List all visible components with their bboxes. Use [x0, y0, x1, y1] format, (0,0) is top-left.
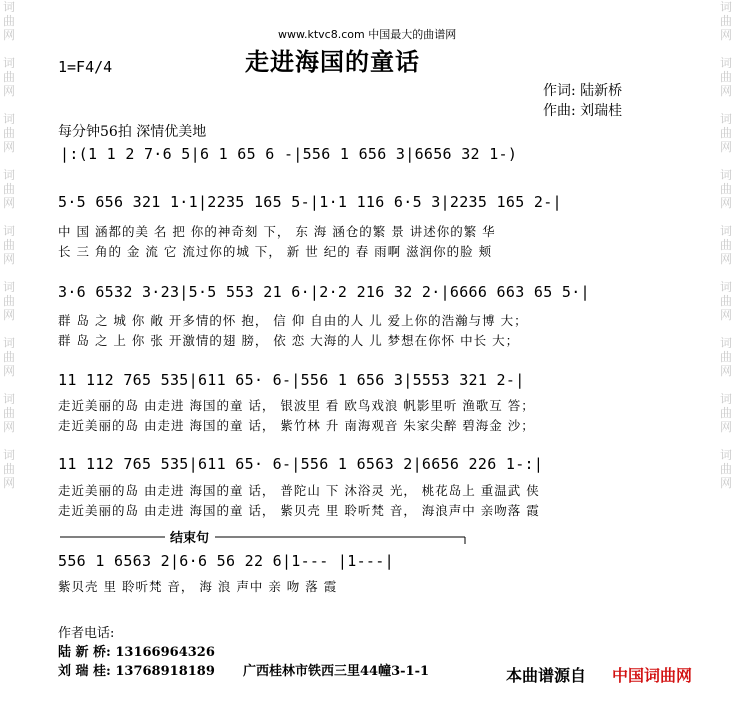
author-address: 广西桂林市铁西三里44幢3-1-1	[243, 664, 430, 679]
key-signature: 1=F4/4	[58, 58, 113, 76]
contact-lu: 陆 新 桥: 13166964326	[58, 645, 215, 660]
lyric-row-1-verse-2: 长 三 角的 金 流 它 流过你的城 下， 新 世 纪的 春 雨啊 滋润你的脸 颊	[58, 244, 493, 259]
lyric-row-4-verse-2: 走近美丽的岛 由走进 海国的童 话， 紫贝壳 里 聆听梵 音， 海浪声中 亲吻落 霞	[58, 503, 540, 518]
lyric-row-3-verse-2: 走近美丽的岛 由走进 海国的童 话， 紫竹林 升 南海观音 朱家尖醉 碧海金 沙；	[58, 418, 535, 433]
composer-credit: 作曲: 刘瑞桂	[543, 103, 623, 119]
lyric-row-2-verse-2: 群 岛 之 上 你 张 开激情的翅 膀， 依 恋 大海的人 儿 梦想在你怀 中长 大；	[58, 333, 520, 348]
tempo-marking: 每分钟56拍 深情优美地	[58, 124, 207, 140]
ending-bracket	[60, 530, 470, 544]
watermark-left: 词曲网 词曲网 词曲网 词曲网 词曲网 词曲网 词曲网 词曲网 词曲网	[3, 0, 16, 490]
watermark-right: 词曲网 词曲网 词曲网 词曲网 词曲网 词曲网 词曲网 词曲网 词曲网	[720, 0, 733, 490]
site-url: www.ktvc8.com 中国最大的曲谱网	[278, 28, 457, 41]
lyricist-credit: 作词: 陆新桥	[543, 83, 623, 99]
lyric-row-1-verse-1: 中 国 涵都的美 名 把 你的神奇刻 下， 东 海 涵仓的繁 景 讲述你的繁 华	[58, 224, 496, 239]
source-site-link[interactable]: 中国词曲网	[612, 666, 693, 685]
score-row-5: 556 1 6563 2|6·6 56 22 6|1--- |1---|	[58, 552, 394, 570]
score-row-intro: |:(1 1 2 7·6 5|6 1 65 6 -|556 1 656 3|6656 32 1-)	[60, 145, 518, 163]
lyric-row-3-verse-1: 走近美丽的岛 由走进 海国的童 话， 银波里 看 欧鸟戏浪 帆影里听 渔歌互 答；	[58, 398, 535, 413]
ending-label: 结束句	[170, 531, 210, 546]
score-row-2: 3·6 6532 3·23|5·5 553 21 6·|2·2 216 32 2·|6666 663 65 5·|	[58, 283, 590, 301]
contact-heading: 作者电话:	[58, 626, 115, 641]
contact-liu: 刘 瑞 桂: 13768918189	[58, 664, 215, 679]
lyric-row-2-verse-1: 群 岛 之 城 你 敞 开多情的怀 抱， 信 仰 自由的人 儿 爱上你的浩瀚与博 大；	[58, 313, 528, 328]
score-row-4: 11 112 765 535|611 65· 6-|556 1 6563 2|6656 226 1-:|	[58, 455, 544, 473]
score-row-3: 11 112 765 535|611 65· 6-|556 1 656 3|5553 321 2-|	[58, 371, 525, 389]
source-label: 本曲谱源自	[506, 666, 587, 685]
page-title: 走进海国的童话	[245, 48, 420, 76]
lyric-row-4-verse-1: 走近美丽的岛 由走进 海国的童 话， 普陀山 下 沐浴灵 光， 桃花岛上 重温武 侠	[58, 483, 540, 498]
lyric-row-5-verse-1: 紫贝壳 里 聆听梵 音， 海 浪 声中 亲 吻 落 霞	[58, 579, 338, 594]
score-row-1: 5·5 656 321 1·1|2235 165 5-|1·1 116 6·5 3|2235 165 2-|	[58, 193, 562, 211]
